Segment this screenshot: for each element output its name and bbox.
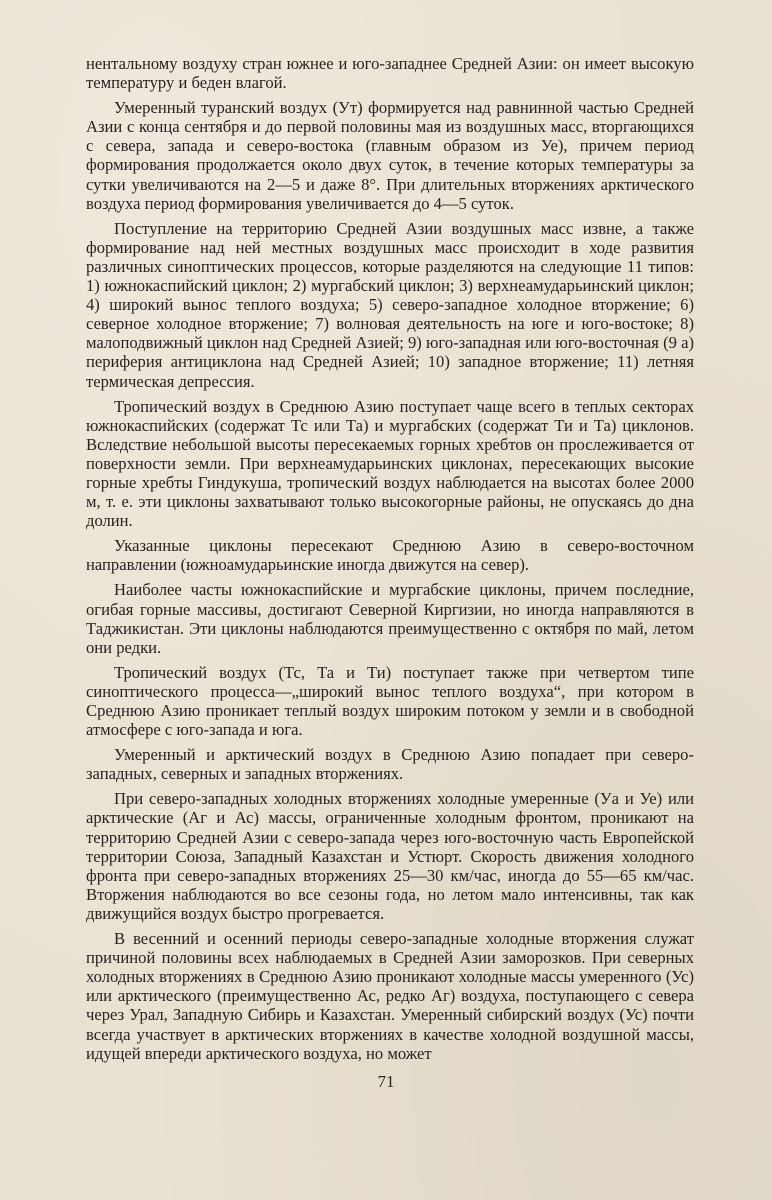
paragraph-5: Указанные циклоны пересекают Среднюю Азию в северо-восточном направлении (южноамударьинские иногда движутся на север).	[86, 536, 694, 575]
paragraph-2: Умеренный туранский воздух (Ут) формируется над равнинной частью Средней Азии с конца сентября и до первой половины мая из воздушных масс, вторгающихся с севера, запада и северо-востока (главным образом из Уе), причем период формирования продолжается около двух суток, в течение которых температуры за сутки увеличиваются на 2—5 и даже 8°. При длительных вторжениях арктического воздуха период формирования увеличивается до 4—5 суток.	[86, 98, 694, 213]
paragraph-6: Наиболее часты южнокаспийские и мургабские циклоны, причем последние, огибая горные массивы, достигают Северной Киргизии, но иногда направляются в Таджикистан. Эти циклоны наблюдаются преимущественно с октября по май, летом они редки.	[86, 580, 694, 657]
paragraph-1: нентальному воздуху стран южнее и юго-западнее Средней Азии: он имеет высокую температуру и беден влагой.	[86, 54, 694, 93]
paragraph-3: Поступление на территорию Средней Азии воздушных масс извне, а также формирование над ней местных воздушных масс происходит в ходе развития различных синоптических процессов, которые разделяются на следующие 11 типов: 1) южнокаспийский циклон; 2) мургабский циклон; 3) верхнеамударьинский циклон; 4) широкий вынос теплого воздуха; 5) северо-западное холодное вторжение; 6) северное холодное вторжение; 7) волновая деятельность на юге и юго-востоке; 8) малоподвижный циклон над Средней Азией; 9) юго-западная или юго-восточная (9 а) периферия антициклона над Средней Азией; 10) западное вторжение; 11) летняя термическая депрессия.	[86, 218, 694, 391]
body-text	[86, 54, 694, 1063]
paragraph-10: В весенний и осенний периоды северо-западные холодные вторжения служат причиной половины всех наблюдаемых в Средней Азии заморозков. При северных холодных вторжениях в Среднюю Азию проникают холодные массы умеренного (Ус) или арктического (преимущественно Ас, редко Аг) воздуха, поступающего с севера через Урал, Западную Сибирь и Казахстан. Умеренный сибирский воздух (Ус) почти всегда участвует в арктических вторжениях в качестве холодной воздушной массы, идущей впереди арктического воздуха, но может	[86, 929, 694, 1063]
paragraph-4: Тропический воздух в Среднюю Азию поступает чаще всего в теплых секторах южнокаспийских (содержат Тс или Та) и мургабских (содержат Ти и Та) циклонов. Вследствие небольшой высоты пересекаемых горных хребтов он прослеживается от поверхности земли. При верхнеамударьинских циклонах, пересекающих высокие горные хребты Гиндукуша, тропический воздух наблюдается на высотах более 2000 м, т. е. эти циклоны захватывают только высокогорные районы, не опускаясь до дна долин.	[86, 396, 694, 531]
paragraph-9: При северо-западных холодных вторжениях холодные умеренные (Уа и Уе) или арктические (Аг и Ас) массы, ограниченные холодным фронтом, проникают на территорию Средней Азии с северо-запада через юго-восточную часть Европейской территории Союза, Западный Казахстан и Устюрт. Скорость движения холодного фронта при северо-западных вторжениях 25—30 км/час, иногда до 55—65 км/час. Вторжения наблюдаются во все сезоны года, но летом мало интенсивны, так как движущийся воздух быстро прогревается.	[86, 789, 694, 923]
paragraph-8: Умеренный и арктический воздух в Среднюю Азию попадает при северо-западных, северных и западных вторжениях.	[86, 745, 694, 784]
page-number: 71	[377, 1072, 395, 1091]
paragraph-7: Тропический воздух (Тс, Та и Ти) поступает также при четвертом типе синоптического процесса—„широкий вынос теплого воздуха“, при котором в Среднюю Азию проникает теплый воздух широким потоком у земли и в свободной атмосфере с юго-запада и юга.	[86, 662, 694, 740]
